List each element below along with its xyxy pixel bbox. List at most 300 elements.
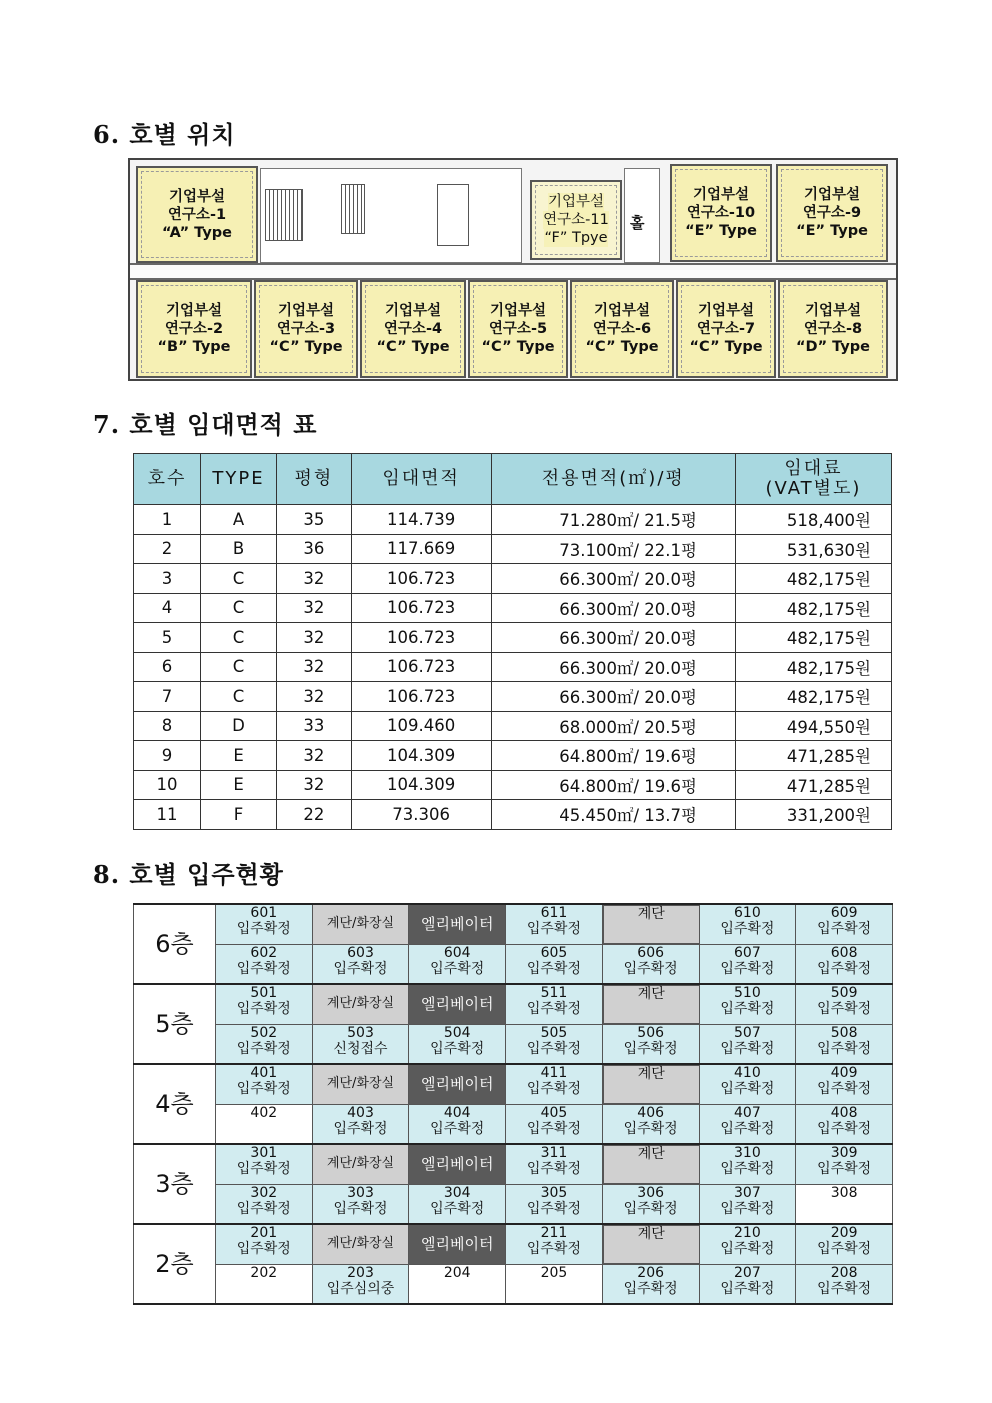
table-cell: B (201, 534, 277, 564)
unit-number: 409 (830, 1065, 858, 1081)
table-cell: D (201, 711, 277, 741)
table-row (134, 505, 892, 535)
table-cell: C (201, 623, 277, 653)
unit-cell (506, 1264, 603, 1304)
plan-room-label: “C” Type (376, 339, 450, 355)
unit-cell (699, 904, 796, 944)
unit-cell (796, 904, 893, 944)
unit-cell (312, 1024, 409, 1064)
occupancy-row (134, 904, 893, 944)
plan-room-label: “E” Type (796, 223, 868, 239)
plan-room-7 (676, 280, 776, 378)
area-header-cell: TYPE (201, 454, 277, 505)
plan-room-label: “C” Type (585, 339, 659, 355)
unit-number: 309 (830, 1145, 858, 1161)
unit-cell (699, 984, 796, 1024)
plan-room-label: 연구소-7 (696, 321, 756, 337)
unit-cell (796, 1184, 893, 1224)
plan-room-label: 연구소-3 (276, 321, 336, 337)
unit-cell (796, 1104, 893, 1144)
unit-cell (312, 1104, 409, 1144)
table-cell: 73.306 (351, 800, 491, 830)
unit-cell (312, 1184, 409, 1224)
table-cell: 7 (134, 682, 201, 712)
occupancy-row (134, 984, 893, 1024)
table-row (134, 711, 892, 741)
plan-room-3 (254, 280, 358, 378)
plan-room-label: 연구소-4 (383, 321, 443, 337)
unit-status: 입주확정 (720, 1280, 775, 1297)
table-cell: 66.300㎡/ 20.0평 (491, 652, 735, 682)
unit-status: 입주확정 (430, 960, 485, 977)
unit-number: 209 (830, 1225, 858, 1241)
table-cell: 482,175원 (735, 652, 891, 682)
table-cell: 482,175원 (735, 682, 891, 712)
plan-room-label: “C” Type (481, 339, 555, 355)
plan-room-1 (136, 166, 258, 263)
unit-cell (602, 1104, 699, 1144)
table-cell: 106.723 (351, 593, 491, 623)
unit-number: 202 (250, 1264, 278, 1281)
unit-status: 입주확정 (720, 1001, 775, 1017)
unit-status: 입주확정 (236, 1001, 291, 1017)
section-title-area: 7. 호별 임대면적 표 (93, 410, 318, 439)
occupancy-row (134, 1024, 893, 1064)
plan-room-label: 연구소-2 (164, 321, 224, 337)
table-cell: 4 (134, 593, 201, 623)
unit-number: 610 (734, 905, 761, 921)
plan-room-label: “C” Type (689, 339, 763, 355)
unit-cell (215, 984, 312, 1024)
unit-cell (796, 984, 893, 1024)
unit-status: 입주확정 (623, 1040, 678, 1057)
unit-number: 408 (830, 1104, 858, 1121)
table-row (134, 534, 892, 564)
unit-status: 입주확정 (720, 921, 775, 937)
unit-status: 입주확정 (817, 1120, 872, 1137)
unit-cell (409, 1184, 506, 1224)
elevator-cell: 엘리베이터 (409, 1224, 506, 1264)
unit-status: 입주확정 (623, 960, 678, 977)
table-cell: 2 (134, 534, 201, 564)
table-cell: 10 (134, 770, 201, 800)
unit-status: 신청접수 (333, 1040, 388, 1057)
table-cell: 66.300㎡/ 20.0평 (491, 682, 735, 712)
area-header-cell: 호수 (134, 454, 201, 505)
stair-cell: 계단 (603, 1225, 700, 1264)
table-cell: 32 (277, 593, 352, 623)
floor-label: 6층 (134, 904, 216, 984)
table-cell: 68.000㎡/ 20.5평 (491, 711, 735, 741)
plan-room-label: 기업부설 (547, 194, 605, 210)
floor-label: 2층 (134, 1224, 216, 1304)
table-row (134, 564, 892, 594)
unit-status: 입주확정 (236, 1200, 291, 1217)
hall-label: 홀 (630, 214, 645, 232)
stair-cell: 계단 (603, 1145, 700, 1184)
unit-cell (215, 944, 312, 984)
table-row (134, 623, 892, 653)
unit-number: 505 (540, 1024, 568, 1041)
area-table (133, 453, 892, 830)
table-cell: 9 (134, 741, 201, 771)
table-cell: 109.460 (351, 711, 491, 741)
unit-status: 입주확정 (720, 1241, 775, 1257)
table-cell: 32 (277, 623, 352, 653)
table-row (134, 741, 892, 771)
floor-label: 4층 (134, 1064, 216, 1144)
plan-room-label: “E” Type (685, 223, 757, 239)
unit-cell (796, 1024, 893, 1064)
unit-number: 401 (250, 1065, 278, 1081)
unit-number: 510 (734, 985, 761, 1001)
plan-room-11 (530, 180, 622, 260)
unit-number: 507 (734, 1024, 761, 1041)
table-cell: 33 (277, 711, 352, 741)
occupancy-row (134, 1064, 893, 1104)
unit-cell (506, 944, 603, 984)
area-table-header (134, 454, 892, 505)
table-cell: 32 (277, 741, 352, 771)
table-row (134, 593, 892, 623)
unit-number: 211 (540, 1225, 568, 1241)
table-cell: 518,400원 (735, 505, 891, 535)
unit-number: 605 (540, 944, 568, 961)
unit-status: 입주확정 (333, 960, 388, 977)
unit-cell (602, 944, 699, 984)
unit-cell (796, 1064, 893, 1104)
unit-number: 403 (347, 1104, 374, 1121)
plan-room-8 (778, 280, 888, 378)
table-cell: 482,175원 (735, 564, 891, 594)
unit-cell (699, 1024, 796, 1064)
plan-room-label: 기업부설 (168, 188, 226, 205)
floor-label: 3층 (134, 1144, 216, 1224)
elevator-cell: 엘리베이터 (409, 1064, 506, 1104)
unit-status: 입주확정 (817, 1040, 872, 1057)
unit-cell (699, 1144, 796, 1184)
table-cell: 66.300㎡/ 20.0평 (491, 593, 735, 623)
unit-number: 509 (830, 985, 858, 1001)
stair-icon (265, 189, 303, 241)
area-header-cell: 전용면적(㎡)/평 (491, 454, 735, 505)
plan-room-label: 기업부설 (277, 303, 335, 319)
section-title-location: 6. 호별 위치 (93, 120, 236, 149)
table-cell: 471,285원 (735, 770, 891, 800)
unit-number: 301 (250, 1145, 278, 1161)
elevator-cell: 엘리베이터 (409, 984, 506, 1024)
table-row (134, 770, 892, 800)
stair-cell: 계단 (603, 905, 700, 944)
unit-number: 302 (250, 1184, 278, 1201)
unit-number: 205 (540, 1264, 568, 1281)
plan-room-label: 기업부설 (803, 187, 861, 203)
unit-number: 503 (347, 1024, 374, 1041)
unit-status: 입주확정 (526, 960, 581, 977)
unit-cell (699, 1064, 796, 1104)
stair-cell: 계단 (603, 985, 700, 1024)
unit-status: 입주확정 (526, 1040, 581, 1057)
plan-room-label: 연구소-5 (488, 321, 548, 337)
table-cell: 6 (134, 652, 201, 682)
table-cell: 66.300㎡/ 20.0평 (491, 564, 735, 594)
unit-status: 입주확정 (526, 921, 581, 937)
unit-status: 입주확정 (526, 1001, 581, 1017)
unit-number: 203 (347, 1264, 374, 1281)
occupancy-row (134, 1104, 893, 1144)
unit-status: 입주확정 (526, 1161, 581, 1177)
table-cell: 494,550원 (735, 711, 891, 741)
unit-number: 506 (637, 1024, 665, 1041)
unit-status: 입주확정 (623, 1280, 678, 1297)
unit-status: 입주확정 (430, 1200, 485, 1217)
occupancy-row (134, 1144, 893, 1184)
table-cell: 106.723 (351, 564, 491, 594)
table-cell: 64.800㎡/ 19.6평 (491, 770, 735, 800)
table-cell: 8 (134, 711, 201, 741)
unit-status: 입주확정 (720, 1120, 775, 1137)
table-cell: 32 (277, 682, 352, 712)
plan-room-6 (570, 280, 674, 378)
occupancy-row (134, 1264, 893, 1304)
table-cell: 104.309 (351, 741, 491, 771)
unit-status: 입주확정 (236, 1040, 291, 1057)
unit-cell (602, 1184, 699, 1224)
table-cell: C (201, 564, 277, 594)
unit-number: 501 (250, 985, 278, 1001)
section-title-occupancy: 8. 호별 입주현황 (93, 860, 284, 889)
unit-cell (602, 1024, 699, 1064)
unit-cell (409, 1024, 506, 1064)
plan-room-label: 연구소-8 (803, 321, 863, 337)
stair-restroom-cell: 계단/화장실 (312, 1224, 409, 1264)
unit-status: 입주확정 (526, 1200, 581, 1217)
plan-room-label: “F” Tpye (544, 230, 608, 246)
unit-number: 511 (540, 985, 568, 1001)
plan-room-label: “C” Type (269, 339, 343, 355)
corridor (130, 263, 896, 280)
unit-cell (215, 1024, 312, 1064)
table-cell: 32 (277, 652, 352, 682)
unit-status: 입주확정 (236, 1161, 291, 1177)
unit-cell (796, 1224, 893, 1264)
table-cell: 106.723 (351, 652, 491, 682)
unit-cell (796, 944, 893, 984)
area-header-cell: 임대면적 (351, 454, 491, 505)
service-core (260, 168, 522, 263)
table-cell: 73.100㎡/ 22.1평 (491, 534, 735, 564)
unit-cell (796, 1264, 893, 1304)
unit-number: 208 (830, 1264, 858, 1281)
plan-room-label: 기업부설 (489, 303, 547, 319)
table-cell: C (201, 652, 277, 682)
unit-cell (506, 904, 603, 944)
table-row (134, 800, 892, 830)
unit-status: 입주확정 (817, 1161, 872, 1177)
unit-status: 입주확정 (333, 1200, 388, 1217)
table-cell: C (201, 682, 277, 712)
unit-number: 604 (443, 944, 471, 961)
plan-room-label: 연구소-9 (802, 205, 862, 221)
plan-room-9 (776, 164, 888, 262)
restroom-icon (341, 184, 365, 234)
stair-restroom-cell: 계단/화장실 (312, 1064, 409, 1104)
plan-room-5 (468, 280, 568, 378)
unit-status: 입주확정 (817, 921, 872, 937)
table-cell: 36 (277, 534, 352, 564)
elevator-icon (437, 184, 469, 246)
unit-number: 306 (637, 1184, 665, 1201)
unit-number: 608 (830, 944, 858, 961)
table-cell: 106.723 (351, 623, 491, 653)
unit-cell (699, 1264, 796, 1304)
plan-room-label: 연구소-10 (686, 205, 756, 221)
unit-number: 508 (830, 1024, 858, 1041)
table-cell: 104.309 (351, 770, 491, 800)
table-cell: 1 (134, 505, 201, 535)
table-row (134, 682, 892, 712)
unit-number: 602 (250, 944, 278, 961)
unit-cell (699, 944, 796, 984)
unit-status: 입주확정 (817, 1241, 872, 1257)
unit-number: 611 (540, 905, 568, 921)
unit-cell (215, 1064, 312, 1104)
unit-number: 411 (540, 1065, 568, 1081)
unit-number: 504 (443, 1024, 471, 1041)
unit-status: 입주확정 (623, 1120, 678, 1137)
plan-room-label: 기업부설 (804, 303, 862, 319)
unit-cell (215, 904, 312, 944)
unit-status: 입주확정 (817, 1081, 872, 1097)
unit-number: 311 (540, 1145, 568, 1161)
table-cell: 71.280㎡/ 21.5평 (491, 505, 735, 535)
stair-restroom-cell: 계단/화장실 (312, 904, 409, 944)
unit-cell (506, 984, 603, 1024)
plan-room-2 (136, 280, 252, 378)
plan-room-label: 기업부설 (692, 187, 750, 203)
unit-cell (215, 1184, 312, 1224)
unit-cell (215, 1104, 312, 1144)
unit-cell (409, 944, 506, 984)
table-cell: 331,200원 (735, 800, 891, 830)
unit-number: 303 (347, 1184, 374, 1201)
elevator-cell: 엘리베이터 (409, 1144, 506, 1184)
unit-status: 입주확정 (817, 1280, 872, 1297)
unit-cell (699, 1184, 796, 1224)
unit-status: 입주확정 (720, 1161, 775, 1177)
area-header-cell: 임대료 (VAT별도) (735, 454, 891, 505)
unit-cell (699, 1224, 796, 1264)
plan-room-label: 기업부설 (384, 303, 442, 319)
occupancy-grid (133, 903, 893, 1305)
table-cell: 32 (277, 770, 352, 800)
unit-cell (215, 1224, 312, 1264)
unit-number: 304 (443, 1184, 471, 1201)
occupancy-row (134, 1224, 893, 1264)
unit-number: 305 (540, 1184, 568, 1201)
table-cell: 66.300㎡/ 20.0평 (491, 623, 735, 653)
unit-cell (699, 1104, 796, 1144)
unit-status: 입주확정 (526, 1241, 581, 1257)
plan-room-4 (360, 280, 466, 378)
unit-number: 601 (250, 905, 278, 921)
unit-cell (506, 1224, 603, 1264)
table-cell: 32 (277, 564, 352, 594)
unit-status: 입주확정 (720, 1081, 775, 1097)
unit-number: 402 (250, 1104, 278, 1121)
unit-number: 201 (250, 1225, 278, 1241)
unit-status: 입주확정 (236, 960, 291, 977)
unit-number: 210 (734, 1225, 761, 1241)
plan-room-label: 기업부설 (697, 303, 755, 319)
unit-number: 307 (734, 1184, 761, 1201)
plan-room-10 (670, 164, 772, 262)
table-row (134, 652, 892, 682)
unit-cell (506, 1104, 603, 1144)
unit-number: 407 (734, 1104, 761, 1121)
unit-cell (409, 1264, 506, 1304)
unit-number: 603 (347, 944, 374, 961)
table-cell: 106.723 (351, 682, 491, 712)
table-cell: 64.800㎡/ 19.6평 (491, 741, 735, 771)
table-cell: 482,175원 (735, 623, 891, 653)
unit-cell (506, 1024, 603, 1064)
unit-number: 606 (637, 944, 665, 961)
unit-status: 입주확정 (333, 1120, 388, 1137)
unit-status: 입주확정 (236, 1241, 291, 1257)
floor-plan (128, 158, 898, 381)
unit-status: 입주확정 (817, 1001, 872, 1017)
plan-room-label: “A” Type (162, 224, 232, 241)
table-cell: 5 (134, 623, 201, 653)
table-cell: A (201, 505, 277, 535)
unit-number: 405 (540, 1104, 568, 1121)
unit-number: 406 (637, 1104, 665, 1121)
unit-status: 입주확정 (526, 1081, 581, 1097)
floor-label: 5층 (134, 984, 216, 1064)
table-cell: E (201, 741, 277, 771)
plan-room-label: 기업부설 (593, 303, 651, 319)
plan-room-label: 연구소-1 (167, 206, 227, 223)
table-cell: C (201, 593, 277, 623)
area-header-cell: 평형 (277, 454, 352, 505)
unit-number: 308 (830, 1184, 858, 1201)
table-cell: F (201, 800, 277, 830)
unit-number: 206 (637, 1264, 665, 1281)
unit-cell (796, 1144, 893, 1184)
table-cell: 3 (134, 564, 201, 594)
plan-room-label: 연구소-11 (543, 212, 609, 228)
unit-status: 입주확정 (236, 921, 291, 937)
stair-restroom-cell: 계단/화장실 (312, 984, 409, 1024)
unit-status: 입주확정 (430, 1040, 485, 1057)
occupancy-row (134, 944, 893, 984)
unit-cell (312, 944, 409, 984)
unit-number: 404 (443, 1104, 471, 1121)
table-cell: 22 (277, 800, 352, 830)
elevator-cell: 엘리베이터 (409, 904, 506, 944)
unit-number: 207 (734, 1264, 761, 1281)
table-cell: 35 (277, 505, 352, 535)
unit-status: 입주확정 (817, 960, 872, 977)
unit-status: 입주확정 (623, 1200, 678, 1217)
unit-cell (506, 1064, 603, 1104)
unit-status: 입주확정 (720, 1040, 775, 1057)
plan-room-label: 연구소-6 (592, 321, 652, 337)
table-cell: 117.669 (351, 534, 491, 564)
unit-cell (215, 1264, 312, 1304)
unit-status: 입주심의중 (326, 1280, 395, 1297)
